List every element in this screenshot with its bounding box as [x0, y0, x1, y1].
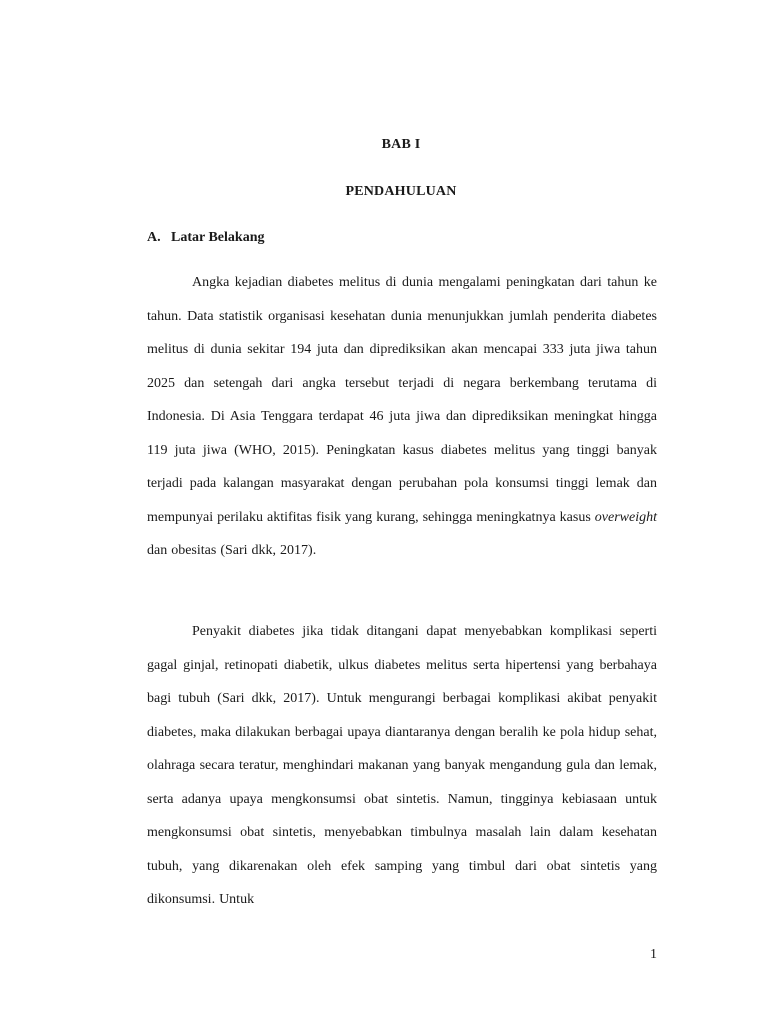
page-number: 1: [650, 947, 657, 962]
section-heading: [147, 230, 264, 246]
paragraph-1-text: Angka kejadian diabetes melitus di dunia mengalami peningkatan dari tahun ke tahun. Data statistik organisasi kesehatan dunia menunjukkan jumlah penderita diabetes melitus di dunia sekitar 194 juta dan diprediksikan akan mencapai 333 juta jiwa tahun 2025 dan setengah dari angka tersebut terjadi di negara berkembang terutama di Indonesia. Di Asia Tenggara terdapat 46 juta jiwa dan diprediksikan meningkat hingga 119 juta jiwa (WHO, 2015). Peningkatan kasus diabetes melitus yang tinggi banyak terjadi pada kalangan masyarakat dengan perubahan pola konsumsi tinggi lemak dan mempunyai perilaku aktifitas fisik yang kurang, sehingga meningkatnya kasus: [147, 275, 657, 525]
paragraph-1-italic-term: overweight: [594, 509, 657, 525]
chapter-title: PENDAHULUAN: [345, 184, 457, 199]
paragraph-2: Penyakit diabetes jika tidak ditangani dapat menyebabkan komplikasi seperti gagal ginjal, retinopati diabetik, ulkus diabetes melitus serta hipertensi yang berbahaya bagi tubuh (Sari dkk, 2017). Untuk mengurangi berbagai komplikasi akibat penyakit diabetes, maka dilakukan berbagai upaya diantaranya dengan beralih ke pola hidup sehat, olahraga secara teratur, menghindari makanan yang banyak mengandung gula dan lemak, serta adanya upaya mengkonsumsi obat sintetis. Namun, tingginya kebiasaan untuk mengkonsumsi obat sintetis, menyebabkan timbulnya masalah lain dalam kesehatan tubuh, yang dikarenakan oleh efek samping yang timbul dari obat sintetis yang dikonsumsi. Untuk: [147, 624, 657, 907]
chapter-label: BAB I: [381, 137, 421, 152]
section-title: Latar Belakang: [171, 230, 265, 245]
section-number: A.: [147, 230, 161, 245]
paragraph-1: [147, 266, 657, 568]
paragraph-1-text-end: dan obesitas (Sari dkk, 2017).: [147, 543, 317, 558]
